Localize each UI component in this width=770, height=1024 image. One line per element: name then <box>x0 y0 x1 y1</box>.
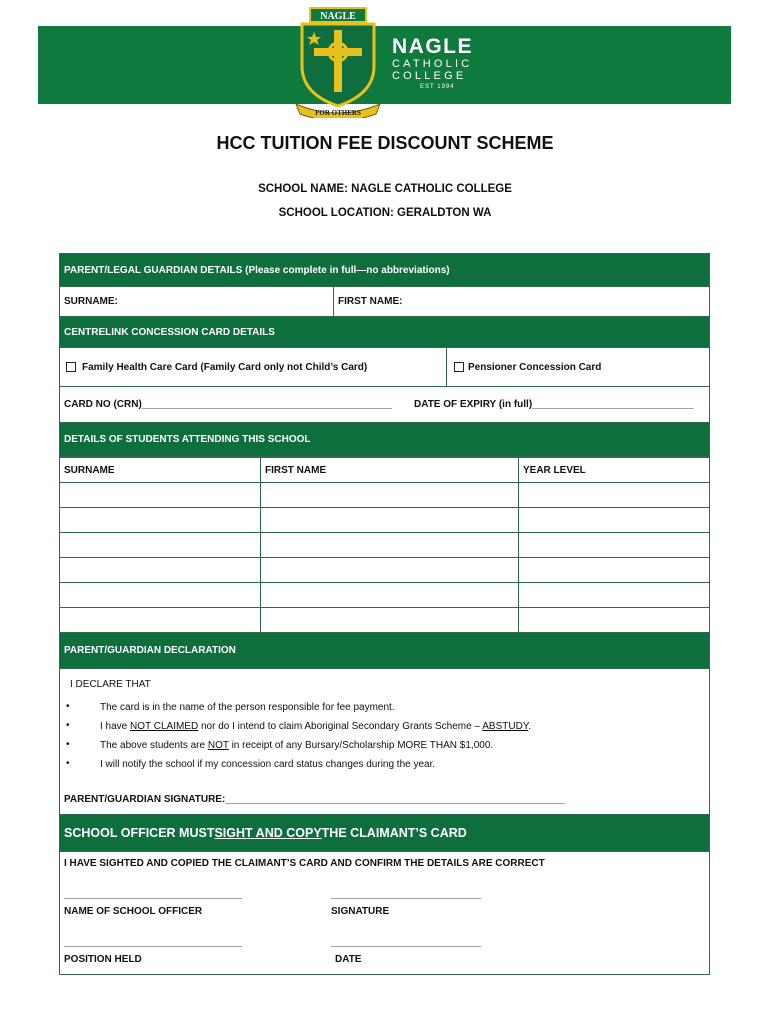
family-card-option[interactable] <box>62 348 367 386</box>
officer-statement: I HAVE SIGHTED AND COPIED THE CLAIMANT’S CARD AND CONFIRM THE DETAILS ARE CORRECT <box>64 858 545 869</box>
card-details-row <box>60 386 709 422</box>
centrelink-section-header <box>60 316 709 347</box>
officer-name-label: NAME OF SCHOOL OFFICER <box>64 906 203 917</box>
header-banner <box>38 26 731 104</box>
guardian-name-row <box>60 286 709 316</box>
officer-confirmation <box>60 851 709 974</box>
crest-top-text: NAGLE <box>320 11 356 22</box>
first-name-field[interactable] <box>334 287 402 316</box>
first-name-label: FIRST NAME: <box>338 296 403 307</box>
col-year-level: YEAR LEVEL <box>523 464 586 476</box>
declaration-item: • I will notify the school if my concession card status changes during the year. <box>64 759 705 778</box>
school-name: SCHOOL NAME: NAGLE CATHOLIC COLLEGE <box>258 183 512 195</box>
officer-section-header: SCHOOL OFFICER MUST SIGHT AND COPY THE CLAIMANT’S CARD <box>60 814 709 851</box>
crest-motto-text: FOR OTHERS <box>315 109 361 117</box>
declaration-item: • The above students are NOT in receipt of any Bursary/Scholarship MORE THAN $1,000. <box>64 740 705 759</box>
brand-name: NAGLE <box>392 35 473 58</box>
table-row[interactable] <box>60 482 709 507</box>
surname-field[interactable] <box>60 287 118 316</box>
card-number-label: CARD NO (CRN)_____________________________________________ <box>64 399 393 410</box>
concession-type-row <box>60 347 709 386</box>
family-card-checkbox[interactable] <box>66 362 76 372</box>
col-first-name: FIRST NAME <box>265 464 327 476</box>
discount-form <box>59 253 710 975</box>
officer-name-line[interactable]: ________________________________ <box>64 889 242 900</box>
declaration-section-header <box>60 632 709 668</box>
students-header-text: DETAILS OF STUDENTS ATTENDING THIS SCHOOL <box>64 434 311 445</box>
school-location: SCHOOL LOCATION: GERALDTON WA <box>278 207 492 219</box>
expiry-date-label: DATE OF EXPIRY (in full)_____________________________ <box>414 399 694 410</box>
declaration-body <box>60 668 709 814</box>
officer-signature-line[interactable]: ___________________________ <box>331 889 482 900</box>
declaration-header-text: PARENT/GUARDIAN DECLARATION <box>64 645 236 656</box>
family-card-label: Family Health Care Card (Family Card only not Child’s Card) <box>82 361 368 373</box>
declaration-list <box>64 702 705 778</box>
guardian-signature-field[interactable]: PARENT/GUARDIAN SIGNATURE:_____________________________________________________________ <box>64 794 565 805</box>
declaration-intro: I DECLARE THAT <box>70 679 151 690</box>
pensioner-card-label: Pensioner Concession Card <box>468 361 602 373</box>
card-number-field[interactable] <box>60 387 392 422</box>
date-line[interactable]: ___________________________ <box>331 937 482 948</box>
date-label: DATE <box>335 954 362 965</box>
table-row[interactable] <box>60 607 709 632</box>
declaration-item: • The card is in the name of the person responsible for fee payment. <box>64 702 705 721</box>
students-table <box>60 456 709 632</box>
guardian-header-text: PARENT/LEGAL GUARDIAN DETAILS (Please complete in full—no abbreviations) <box>64 264 450 276</box>
declaration-item: • I have NOT CLAIMED nor do I intend to claim Aboriginal Secondary Grants Scheme – ABSTUDY. <box>64 721 705 740</box>
expiry-date-field[interactable] <box>410 387 693 422</box>
established-year: EST 1994 <box>420 84 455 90</box>
surname-label: SURNAME: <box>64 296 118 307</box>
students-section-header <box>60 422 709 456</box>
page-title: HCC TUITION FEE DISCOUNT SCHEME <box>216 133 554 153</box>
table-row[interactable] <box>60 557 709 582</box>
position-held-label: POSITION HELD <box>64 954 142 965</box>
table-row[interactable] <box>60 507 709 532</box>
brand-wordmark <box>392 36 473 90</box>
officer-signature-label: SIGNATURE <box>331 906 390 917</box>
brand-line-college: COLLEGE <box>392 70 467 82</box>
guardian-section-header <box>60 254 709 286</box>
pensioner-card-checkbox[interactable] <box>454 362 464 372</box>
pensioner-card-option[interactable] <box>450 348 601 386</box>
col-surname: SURNAME <box>64 464 115 476</box>
centrelink-header-text: CENTRELINK CONCESSION CARD DETAILS <box>64 326 275 338</box>
brand-line-catholic: CATHOLIC <box>392 58 473 70</box>
students-table-header-row <box>60 457 709 482</box>
college-crest-icon <box>292 6 384 118</box>
table-row[interactable] <box>60 532 709 557</box>
position-held-line[interactable]: ________________________________ <box>64 937 242 948</box>
table-row[interactable] <box>60 582 709 607</box>
